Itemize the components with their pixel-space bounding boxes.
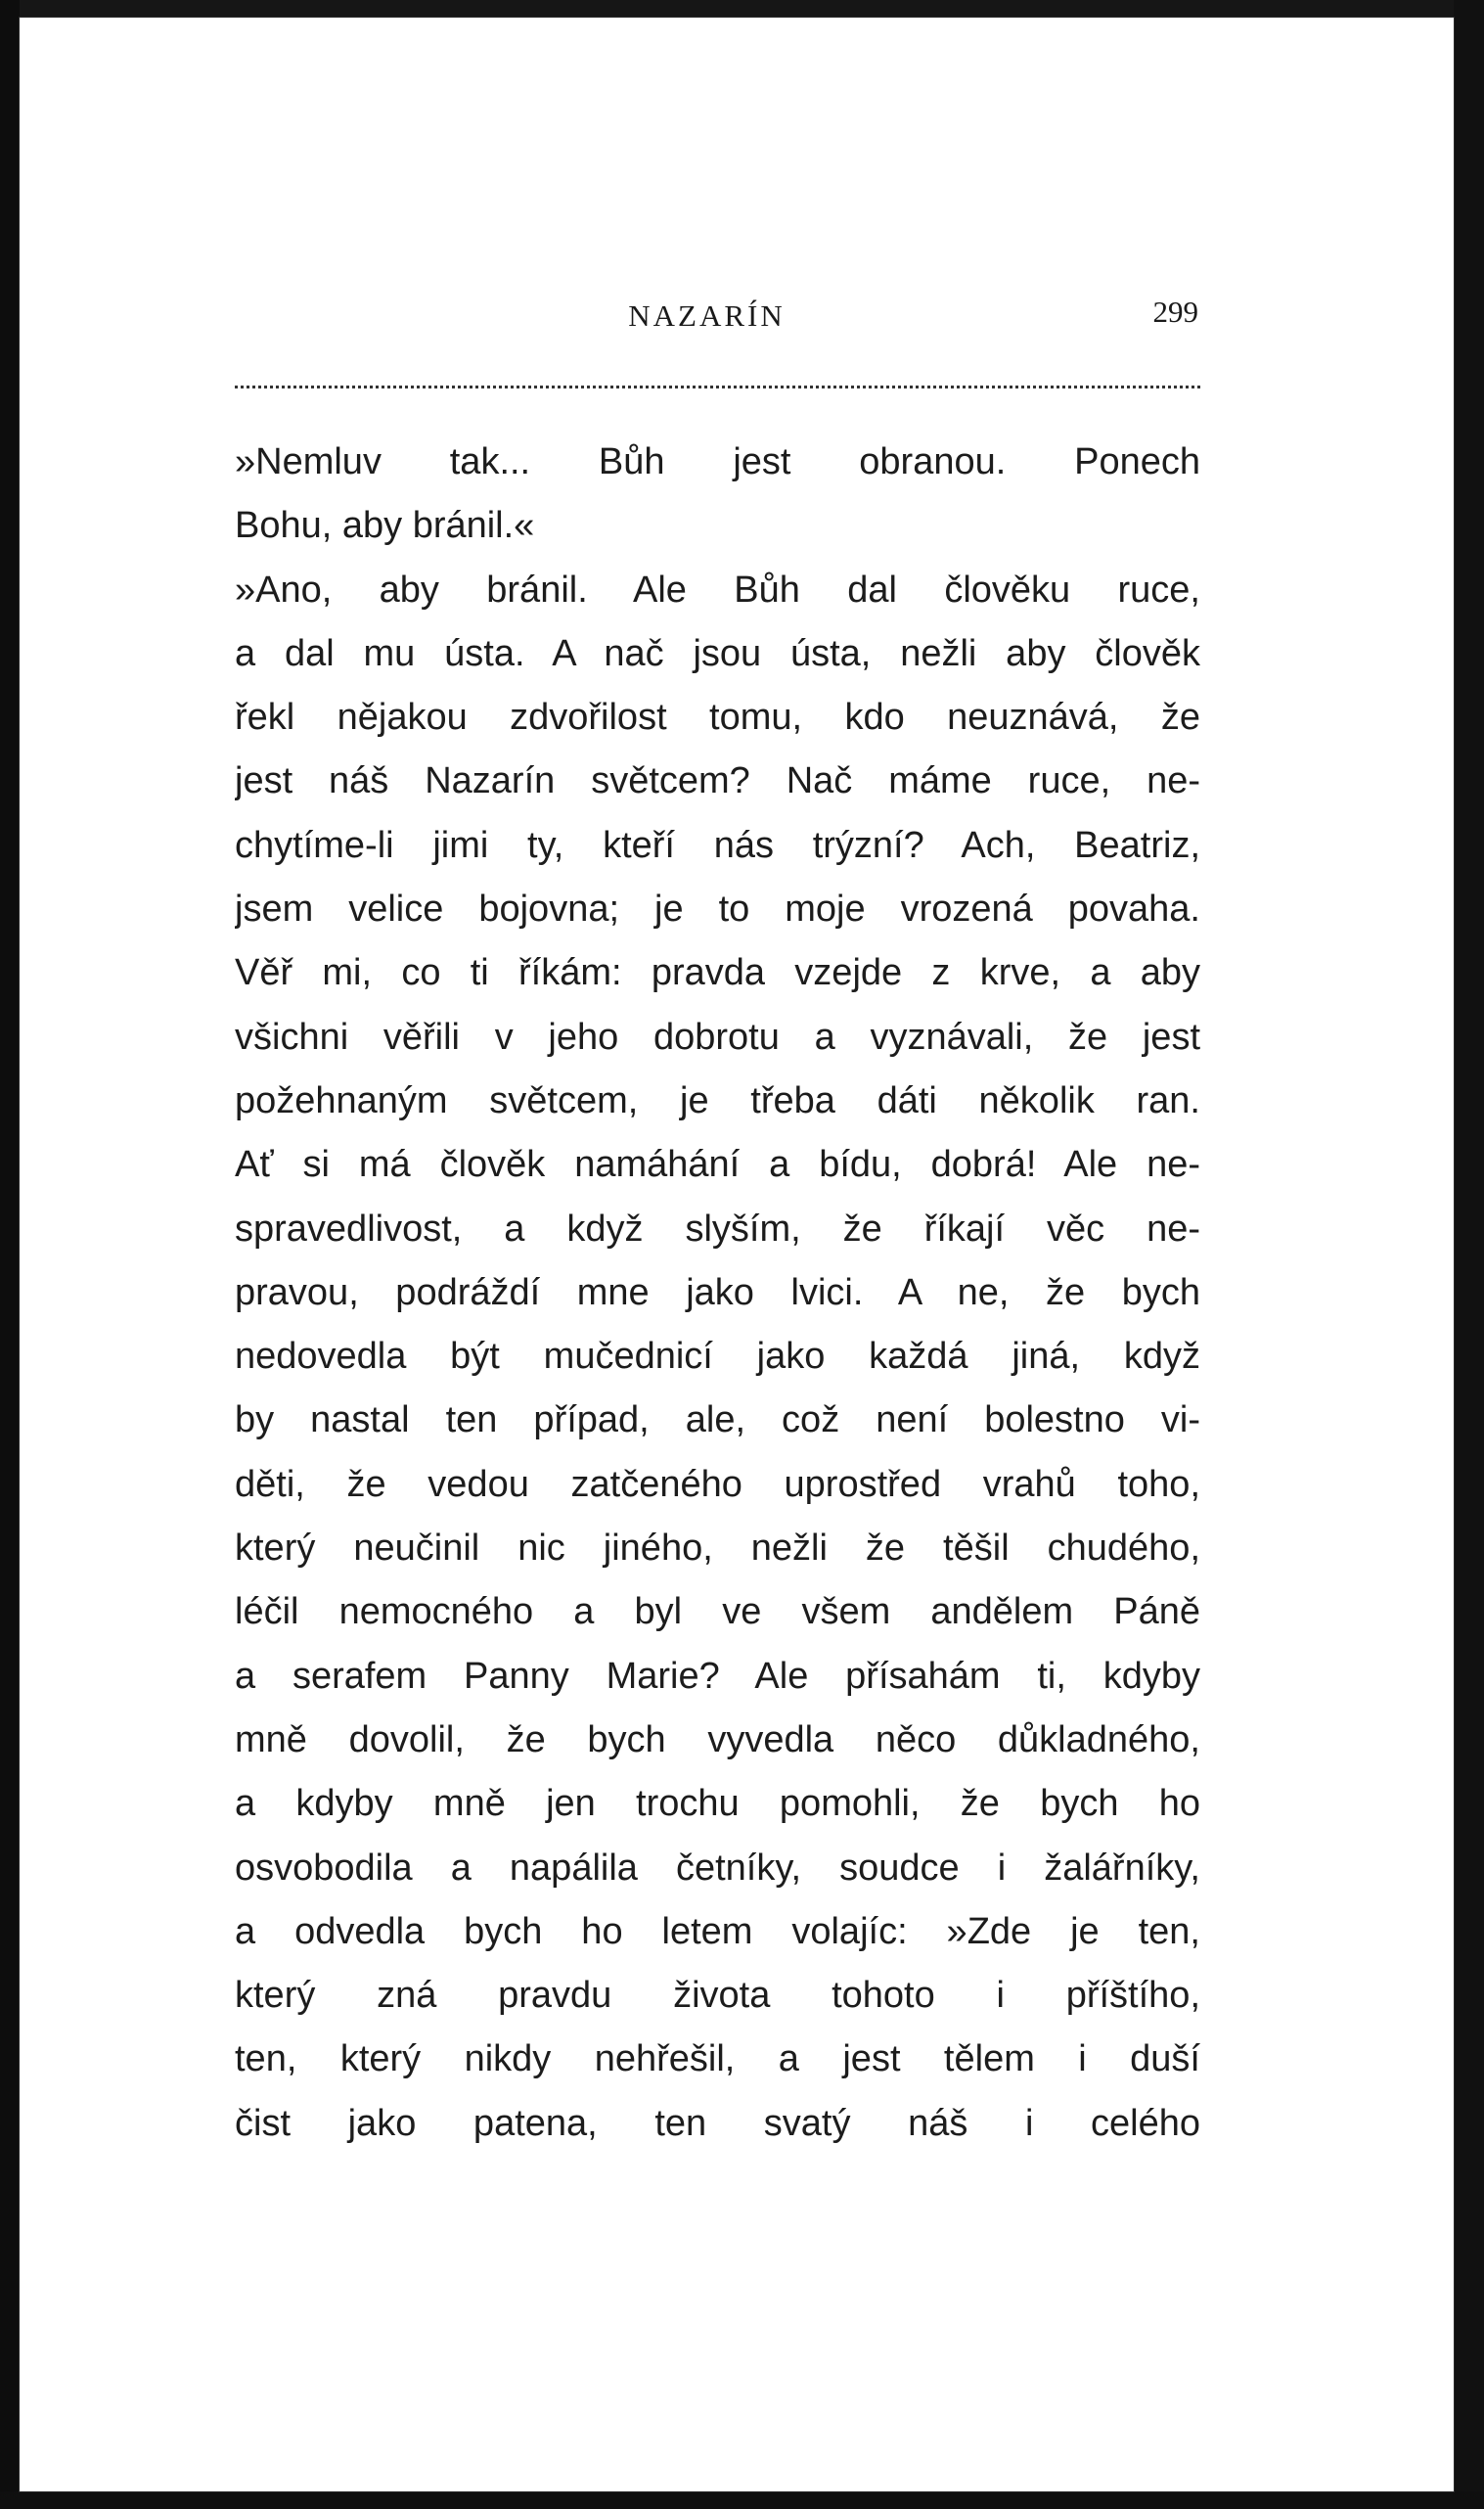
text-line: jsem velice bojovna; je to moje vrozená povaha. (235, 889, 1200, 931)
running-title: NAZARÍN (628, 298, 786, 333)
text-line: nedovedla být mučednicí jako každá jiná, když (235, 1336, 1200, 1378)
text-line: a dal mu ústa. A nač jsou ústa, nežli aby člověk (235, 632, 1200, 674)
running-header (215, 295, 1198, 338)
text-line: Věř mi, co ti říkám: pravda vzejde z krve, a aby (235, 952, 1200, 994)
text-line: a serafem Panny Marie? Ale přísahám ti, kdyby (235, 1655, 1200, 1697)
text-line: »Ano, aby bránil. Ale Bůh dal člověku ruce, (235, 569, 1200, 611)
text-line: ten, který nikdy nehřešil, a jest tělem i duší (235, 2038, 1200, 2080)
scan-edge-right (1454, 0, 1484, 2509)
text-line: spravedlivost, a když slyším, že říkají věc ne- (235, 1208, 1200, 1250)
text-line: »Nemluv tak... Bůh jest obranou. Ponech (235, 441, 1200, 482)
text-line: děti, že vedou zatčeného uprostřed vrahů toho, (235, 1463, 1200, 1505)
text-line: léčil nemocného a byl ve všem andělem Páně (235, 1591, 1200, 1633)
text-line: Ať si má člověk namáhání a bídu, dobrá! Ale ne- (235, 1144, 1200, 1186)
text-line: jest náš Nazarín světcem? Nač máme ruce, ne- (235, 760, 1200, 802)
text-line: který zná pravdu života tohoto i příštího, (235, 1975, 1200, 2017)
text-line: a odvedla bych ho letem volajíc: »Zde je ten, (235, 1910, 1200, 1952)
page-number: 299 (1152, 295, 1198, 329)
text-line: čist jako patena, ten svatý náš i celého (235, 2102, 1200, 2144)
text-line: který neučinil nic jiného, nežli že těšil chudého, (235, 1528, 1200, 1570)
text-line: pravou, podráždí mne jako lvici. A ne, že bych (235, 1271, 1200, 1313)
text-line: všichni věřili v jeho dobrotu a vyznávali, že jest (235, 1016, 1200, 1058)
text-line: mně dovolil, že bych vyvedla něco důkladného, (235, 1718, 1200, 1760)
text-line: a kdyby mně jen trochu pomohli, že bych ho (235, 1783, 1200, 1825)
header-dotted-rule (235, 386, 1200, 388)
text-line: chytíme-li jimi ty, kteří nás trýzní? Ach, Beatriz, (235, 824, 1200, 866)
scan-edge-left (0, 0, 20, 2509)
text-line: by nastal ten případ, ale, což není bolestno vi- (235, 1399, 1200, 1441)
scan-edge-bottom (0, 2491, 1484, 2509)
text-line: Bohu, aby bránil.« (235, 505, 535, 547)
text-line: osvobodila a napálila četníky, soudce i žalářníky, (235, 1847, 1200, 1889)
body-text (235, 431, 1200, 2156)
text-line: požehnaným světcem, je třeba dáti několik ran. (235, 1079, 1200, 1121)
text-line: řekl nějakou zdvořilost tomu, kdo neuznává, že (235, 697, 1200, 739)
